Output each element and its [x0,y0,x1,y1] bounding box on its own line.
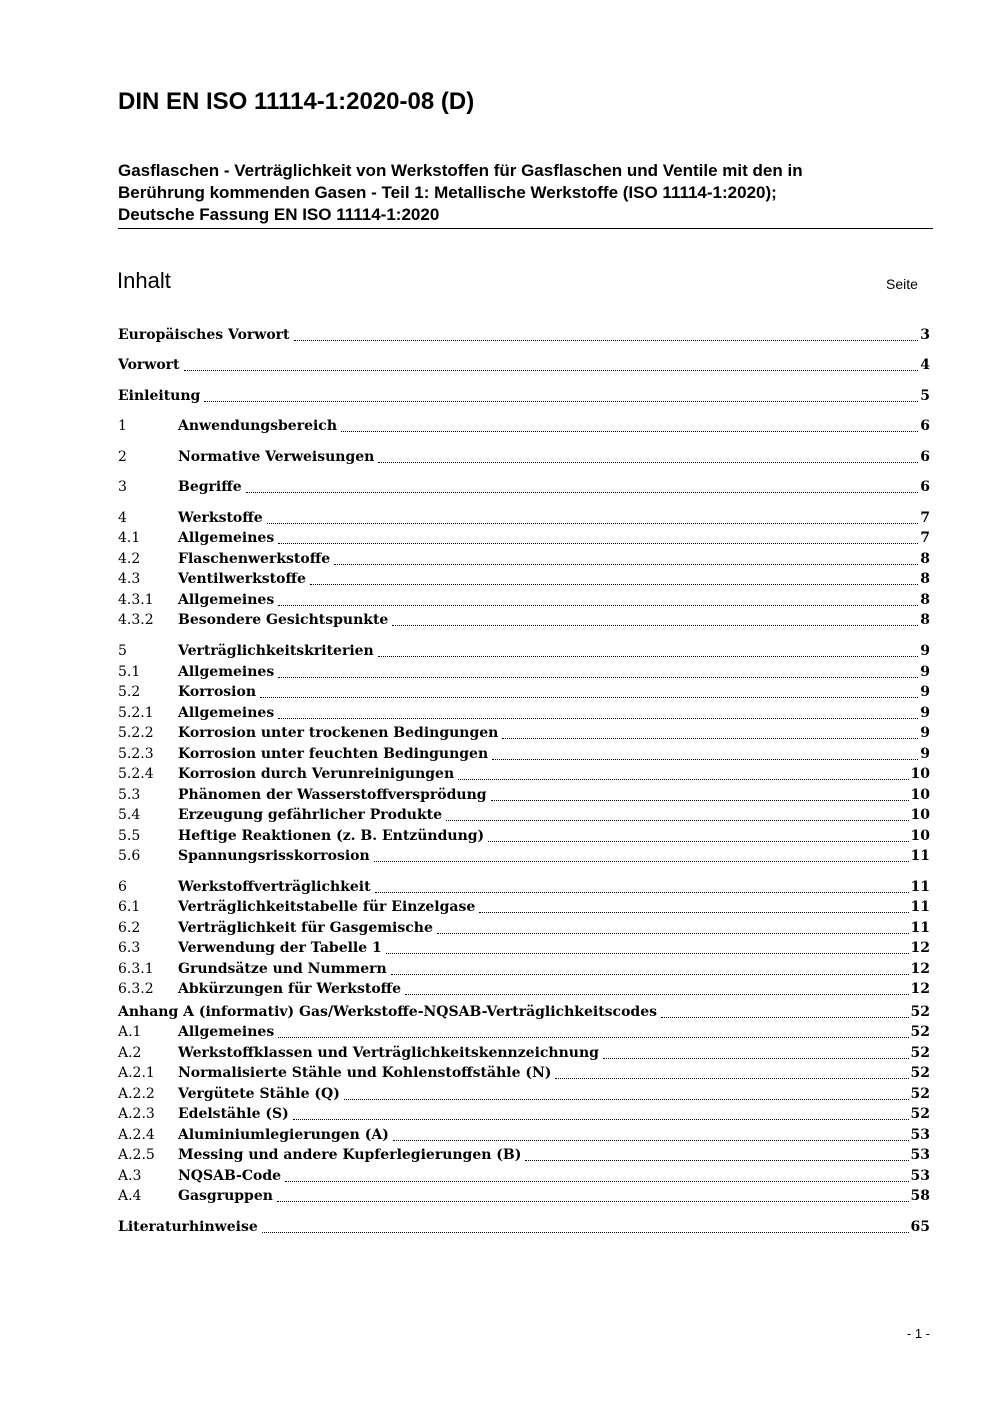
toc-dot-leader [555,1077,908,1079]
toc-entry-title: Allgemeines [178,592,275,608]
toc-entry-page: 52 [910,1024,930,1040]
subtitle-line: Gasflaschen - Verträglichkeit von Werkstoffen für Gasflaschen und Ventile mit den in [118,161,803,180]
toc-dot-leader [277,1200,909,1202]
toc-entry-page: 12 [910,961,930,977]
toc-entry-page: 6 [920,449,930,465]
toc-entry-title: Normative Verweisungen [178,449,375,465]
toc-entry-number: 6.3.2 [118,981,154,997]
toc-entry-title: Ventilwerkstoffe [178,571,306,587]
toc-dot-leader [204,400,918,402]
toc-entry[interactable] [118,897,930,917]
toc-dot-leader [310,583,918,585]
toc-entry-number: 5.2.1 [118,705,154,721]
toc-entry-page: 10 [910,828,930,844]
toc-dot-leader [502,737,918,739]
toc-entry-page: 52 [910,1004,930,1020]
toc-entry[interactable] [118,682,930,702]
toc-entry[interactable] [118,477,930,497]
toc-entry-title: Korrosion durch Verunreinigungen [178,766,455,782]
toc-entry-page: 52 [910,1065,930,1081]
toc-entry-number: A.2.5 [118,1147,155,1163]
toc-dot-leader [184,369,919,371]
toc-entry-number: 2 [118,449,127,465]
toc-entry-number: 3 [118,479,127,495]
toc-dot-leader [278,676,918,678]
toc-entry-number: A.4 [118,1188,142,1204]
toc-entry-page: 52 [910,1045,930,1061]
toc-dot-leader [479,911,908,913]
toc-entry-number: 5.2 [118,684,141,700]
toc-dot-leader [246,491,919,493]
toc-entry-title: Werkstoffe [178,510,263,526]
toc-entry-title: Werkstoffklassen und Verträglichkeitskennzeichnung [178,1045,599,1061]
toc-entry-number: 4.3 [118,571,141,587]
toc-entry-page: 8 [920,571,930,587]
toc-entry-title: Besondere Gesichtspunkte [178,612,389,628]
toc-entry-title: Allgemeines [178,705,275,721]
toc-entry-page: 10 [910,787,930,803]
toc-entry-page: 58 [910,1188,930,1204]
toc-dot-leader [446,819,908,821]
toc-entry-number: 4.1 [118,530,141,546]
toc-dot-leader [603,1057,909,1059]
toc-entry-number: 5.2.3 [118,746,154,762]
toc-entry-page: 8 [920,612,930,628]
toc-dot-leader [391,973,909,975]
toc-dot-leader [378,461,918,463]
toc-entry-title: Verträglichkeitstabelle für Einzelgase [178,899,476,915]
toc-dot-leader [374,860,909,862]
toc-dot-leader [294,339,919,341]
toc-entry-title: Allgemeines [178,530,275,546]
toc-entry-title: Einleitung [118,388,201,404]
toc-entry-page: 10 [910,807,930,823]
toc-entry-title: Phänomen der Wasserstoffversprödung [178,787,487,803]
toc-entry-title: Spannungsrisskorrosion [178,848,370,864]
toc-dot-leader [260,696,918,698]
toc-dot-leader [334,563,918,565]
toc-entry-page: 9 [920,643,930,659]
toc-entry-page: 3 [920,327,930,343]
toc-entry[interactable] [118,938,930,958]
toc-entry[interactable] [118,1063,930,1083]
toc-entry[interactable] [118,1002,930,1022]
page-number: - 1 - [906,1326,930,1341]
toc-entry-page: 11 [910,899,930,915]
toc-entry-page: 9 [920,725,930,741]
toc-entry-number: A.3 [118,1168,142,1184]
toc-entry-number: A.1 [118,1024,142,1040]
toc-entry-page: 11 [910,848,930,864]
toc-entry-page: 9 [920,664,930,680]
toc-dot-leader [392,624,918,626]
toc-entry-page: 5 [920,388,930,404]
toc-entry-title: Allgemeines [178,1024,275,1040]
toc-entry-title: Vergütete Stähle (Q) [178,1086,340,1102]
toc-dot-leader [344,1098,909,1100]
toc-entry-page: 7 [920,530,930,546]
toc-entry-page: 4 [920,357,930,373]
toc-entry-number: 5 [118,643,127,659]
toc-entry-page: 10 [910,766,930,782]
toc-entry-number: 5.3 [118,787,141,803]
toc-dot-leader [285,1180,908,1182]
toc-entry-page: 11 [910,920,930,936]
toc-dot-leader [491,799,909,801]
toc-entry[interactable] [118,662,930,682]
toc-entry-page: 11 [910,879,930,895]
toc-entry[interactable] [118,846,930,866]
toc-entry-page: 53 [910,1127,930,1143]
toc-entry-title: Begriffe [178,479,242,495]
toc-entry-page: 12 [910,940,930,956]
toc-entry[interactable] [118,1166,930,1186]
toc-entry[interactable] [118,610,930,630]
toc-entry-title: NQSAB-Code [178,1168,282,1184]
toc-entry-number: 5.1 [118,664,141,680]
toc-entry-page: 52 [910,1106,930,1122]
toc-entry-page: 7 [920,510,930,526]
toc-entry[interactable] [118,744,930,764]
toc-entry-number: 6.3.1 [118,961,154,977]
toc-entry-title: Anhang A (informativ) Gas/Werkstoffe-NQSAB-Verträglichkeitscodes [118,1004,657,1020]
toc-entry-title: Aluminiumlegierungen (A) [178,1127,389,1143]
toc-entry[interactable] [118,959,930,979]
toc-entry-page: 65 [910,1219,930,1235]
toc-entry[interactable] [118,325,930,345]
toc-entry[interactable] [118,723,930,743]
toc-entry[interactable] [118,1125,930,1145]
toc-dot-leader [278,542,918,544]
toc-entry-number: 4 [118,510,127,526]
toc-dot-leader [458,778,908,780]
toc-dot-leader [278,1036,908,1038]
toc-entry[interactable] [118,1186,930,1206]
toc-entry[interactable] [118,641,930,661]
document-subtitle [118,160,933,229]
toc-entry-number: 5.4 [118,807,141,823]
toc-entry-number: 5.5 [118,828,141,844]
toc-entry[interactable] [118,447,930,467]
toc-entry-number: A.2.3 [118,1106,155,1122]
document-id: DIN EN ISO 11114-1:2020-08 (D) [118,88,475,115]
toc-entry-number: A.2.2 [118,1086,155,1102]
toc-dot-leader [262,1231,909,1233]
toc-entry-number: 5.6 [118,848,141,864]
toc-entry-title: Verwendung der Tabelle 1 [178,940,382,956]
toc-dot-leader [378,655,919,657]
toc-entry-page: 53 [910,1147,930,1163]
toc-entry-page: 9 [920,746,930,762]
toc-entry[interactable] [118,416,930,436]
page-column-label: Seite [886,276,918,292]
toc-entry-page: 9 [920,684,930,700]
toc-entry-title: Allgemeines [178,664,275,680]
toc-entry-title: Verträglichkeitskriterien [178,643,374,659]
toc-entry-title: Abkürzungen für Werkstoffe [178,981,402,997]
toc-entry-page: 6 [920,479,930,495]
toc-heading: Inhalt [117,268,171,293]
toc-entry[interactable] [118,877,930,897]
toc-entry-number: 1 [118,418,127,434]
toc-entry[interactable] [118,703,930,723]
toc-entry-title: Europäisches Vorwort [118,327,290,343]
toc-entry-number: 4.3.2 [118,612,154,628]
toc-entry-title: Anwendungsbereich [178,418,337,434]
toc-dot-leader [267,522,919,524]
toc-dot-leader [525,1159,908,1161]
toc-entry[interactable] [118,1084,930,1104]
subtitle-line: Deutsche Fassung EN ISO 11114-1:2020 [118,205,440,224]
toc-dot-leader [341,430,918,432]
toc-entry[interactable] [118,549,930,569]
toc-entry[interactable] [118,805,930,825]
toc-dot-leader [492,758,918,760]
toc-entry-title: Edelstähle (S) [178,1106,289,1122]
toc-entry[interactable] [118,590,930,610]
toc-entry[interactable] [118,1104,930,1124]
toc-entry-number: 5.2.2 [118,725,154,741]
toc-entry-page: 8 [920,551,930,567]
toc-entry-title: Korrosion [178,684,257,700]
toc-entry-title: Literaturhinweise [118,1219,258,1235]
toc-entry-title: Korrosion unter feuchten Bedingungen [178,746,489,762]
toc-entry[interactable] [118,826,930,846]
toc-entry-title: Messing und andere Kupferlegierungen (B) [178,1147,522,1163]
toc-dot-leader [293,1118,909,1120]
toc-dot-leader [386,952,909,954]
toc-dot-leader [661,1016,909,1018]
toc-entry-title: Vorwort [118,357,180,373]
toc-dot-leader [278,717,918,719]
toc-entry-title: Erzeugung gefährlicher Produkte [178,807,443,823]
toc-entry-number: 4.2 [118,551,141,567]
toc-entry[interactable] [118,355,930,375]
toc-entry-number: A.2.1 [118,1065,155,1081]
toc-dot-leader [393,1139,909,1141]
toc-entry-number: 6.1 [118,899,141,915]
toc-entry-title: Korrosion unter trockenen Bedingungen [178,725,499,741]
toc-entry-number: 6.3 [118,940,141,956]
toc-entry-title: Grundsätze und Nummern [178,961,387,977]
toc-entry[interactable] [118,508,930,528]
toc-dot-leader [375,891,909,893]
toc-dot-leader [488,840,908,842]
toc-entry[interactable] [118,979,930,999]
toc-entry[interactable] [118,569,930,589]
subtitle-line: Berührung kommenden Gasen - Teil 1: Metallische Werkstoffe (ISO 11114-1:2020); [118,183,777,202]
toc-entry-page: 6 [920,418,930,434]
toc-entry-number: A.2 [118,1045,142,1061]
toc-entry[interactable] [118,1217,930,1237]
toc-entry-number: A.2.4 [118,1127,155,1143]
toc-entry-page: 52 [910,1086,930,1102]
toc-entry[interactable] [118,1022,930,1042]
toc-dot-leader [437,932,909,934]
toc-entry-page: 53 [910,1168,930,1184]
toc-entry-title: Heftige Reaktionen (z. B. Entzündung) [178,828,485,844]
toc-entry[interactable] [118,1145,930,1165]
toc-entry-number: 5.2.4 [118,766,154,782]
toc-dot-leader [278,604,918,606]
toc-entry-title: Flaschenwerkstoffe [178,551,331,567]
toc-entry[interactable] [118,386,930,406]
toc-entry-number: 4.3.1 [118,592,154,608]
toc-entry[interactable] [118,785,930,805]
toc-dot-leader [405,993,908,995]
toc-entry-title: Werkstoffverträglichkeit [178,879,371,895]
toc-entry[interactable] [118,918,930,938]
toc-entry-page: 12 [910,981,930,997]
toc-entry[interactable] [118,528,930,548]
toc-entry-title: Normalisierte Stähle und Kohlenstoffstähle (N) [178,1065,552,1081]
toc-entry-number: 6 [118,879,127,895]
toc-entry-page: 8 [920,592,930,608]
toc-entry-title: Gasgruppen [178,1188,273,1204]
toc-entry[interactable] [118,1043,930,1063]
toc-entry[interactable] [118,764,930,784]
toc-entry-page: 9 [920,705,930,721]
toc-entry-title: Verträglichkeit für Gasgemische [178,920,433,936]
toc-entry-number: 6.2 [118,920,141,936]
